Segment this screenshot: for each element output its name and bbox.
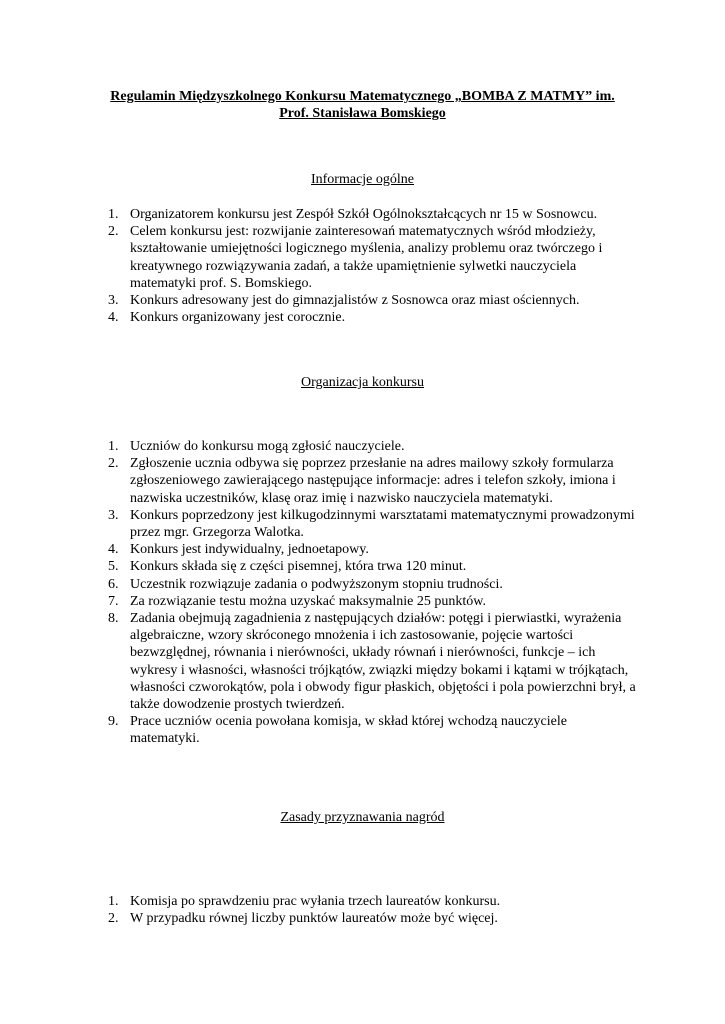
list-item-number: 2.	[108, 224, 119, 240]
list-item	[0, 558, 640, 575]
list-item	[0, 541, 640, 558]
document-title-line-1: Regulamin Międzyszkolnego Konkursu Matematycznego „BOMBA Z MATMY” im.	[110, 89, 615, 104]
list-item-text: Celem konkursu jest: rozwijanie zainteresowań matematycznych wśród młodzieży, kształtowanie umiejętności logicznego myślenia, analizy problemu oraz twórczego i kreatywnego rozwiązywania zadań, a także upamiętnienie sylwetki nauczyciela matematyki prof. S. Bomskiego.	[130, 224, 603, 291]
list-item-number: 5.	[108, 559, 119, 575]
list-item-text: Organizatorem konkursu jest Zespół Szkół Ogólnokształcących nr 15 w Sosnowcu.	[130, 207, 598, 222]
list-item-text: Zgłoszenie ucznia odbywa się poprzez przesłanie na adres mailowy szkoły formularza zgłoszeniowego zawierającego następujące informacje: adres i telefon szkoły, imiona i nazwiska uczestników, klasę oraz imię i nazwisko nauczyciela matematyki.	[130, 456, 616, 506]
list-item-number: 4.	[108, 310, 119, 326]
list-item-text: Uczniów do konkursu mogą zgłosić nauczyciele.	[130, 439, 405, 454]
list-item	[0, 507, 640, 541]
list-item	[0, 893, 640, 910]
list-item-number: 8.	[108, 611, 119, 627]
section-heading-awards: Zasady przyznawania nagród	[280, 810, 445, 825]
list-item	[0, 292, 640, 309]
list-item-number: 6.	[108, 576, 119, 592]
list-item-text: Za rozwiązanie testu można uzyskać maksymalnie 25 punktów.	[130, 593, 486, 609]
list-awards	[0, 893, 640, 927]
list-item	[0, 593, 640, 610]
list-item-text: Uczestnik rozwiązuje zadania o podwyższonym stopniu trudności.	[130, 576, 503, 592]
list-item-text: Konkurs poprzedzony jest kilkugodzinnymi warsztatami matematycznymi prowadzonymi przez mgr. Grzegorza Walotka.	[130, 507, 635, 541]
list-item	[0, 713, 640, 747]
list-item-number: 3.	[108, 293, 119, 309]
list-item	[0, 206, 640, 223]
list-item-text: Komisja po sprawdzeniu prac wyłania trzech laureatów konkursu.	[130, 894, 501, 909]
list-item-number: 1.	[108, 894, 119, 909]
document-title-line-2: Prof. Stanisława Bomskiego	[279, 106, 446, 121]
section-heading-organization: Organizacja konkursu	[301, 375, 424, 390]
section-heading-general-info: Informacje ogólne	[310, 172, 414, 187]
list-organization	[0, 438, 640, 748]
document-title	[60, 88, 665, 122]
list-item-number: 3.	[108, 507, 119, 523]
list-item	[0, 223, 640, 292]
list-item-number: 1.	[108, 439, 119, 454]
list-item	[0, 610, 640, 713]
list-item-text: Konkurs jest indywidualny, jednoetapowy.	[130, 542, 369, 558]
list-item	[0, 576, 640, 593]
list-item-text: W przypadku równej liczby punktów laureatów może być więcej.	[130, 911, 498, 927]
list-item-text: Prace uczniów ocenia powołana komisja, w skład której wchodzą nauczyciele matematyki.	[130, 714, 567, 747]
list-general-info	[0, 206, 640, 326]
list-item-number: 9.	[108, 714, 119, 730]
list-item-number: 1.	[108, 207, 119, 222]
list-item-text: Konkurs adresowany jest do gimnazjalistów z Sosnowca oraz miast ościennych.	[130, 293, 580, 309]
list-item-number: 2.	[108, 456, 119, 472]
list-item	[0, 455, 640, 507]
list-item-text: Zadania obejmują zagadnienia z następujących działów: potęgi i pierwiastki, wyrażenia algebraiczne, wzory skróconego mnożenia i ich zastosowanie, pojęcie wartości bezwzględnej, równania i nierówności, układy równań i nierówności, funkcje – ich wykresy i własności, własności trójkątów, związki między bokami i kątami w trójkątach, własności czworokątów, pola i obwody figur płaskich, objętości i pola powierzchni brył, a także dowodzenie prostych twierdzeń.	[130, 611, 636, 713]
list-item	[0, 910, 640, 927]
list-item	[0, 438, 640, 455]
list-item	[0, 309, 640, 326]
list-item-number: 2.	[108, 911, 119, 927]
list-item-text: Konkurs składa się z części pisemnej, która trwa 120 minut.	[130, 559, 467, 575]
list-item-number: 7.	[108, 593, 119, 609]
list-item-text: Konkurs organizowany jest corocznie.	[130, 310, 346, 326]
list-item-number: 4.	[108, 542, 119, 558]
